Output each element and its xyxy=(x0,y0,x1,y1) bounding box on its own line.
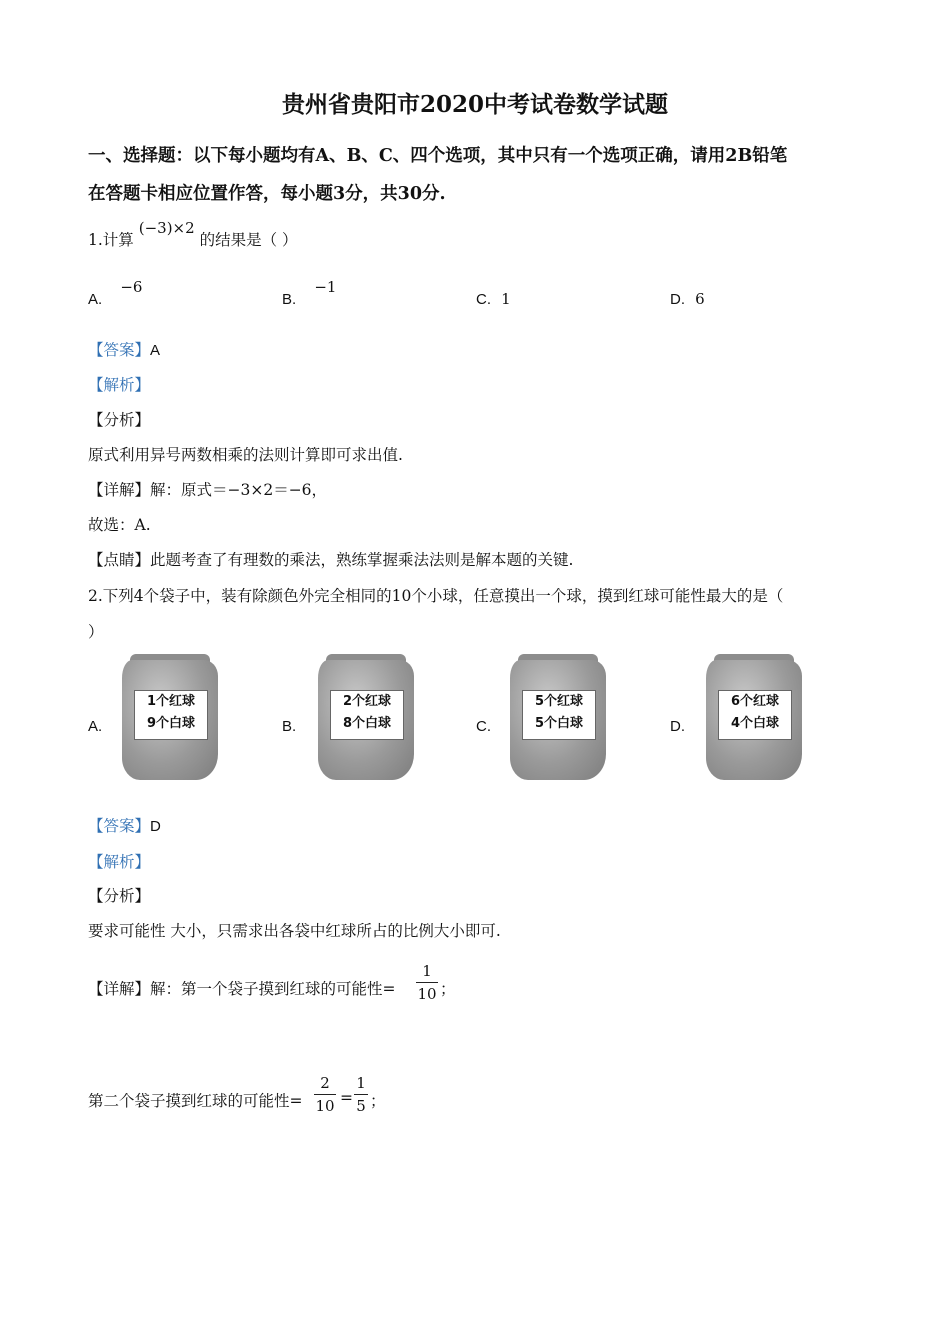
q1-suffix: 的结果是（ ） xyxy=(199,231,298,249)
q1-detail: 【详解】解：原式＝−3×2＝−6， xyxy=(88,481,328,499)
q2-bag-a xyxy=(122,660,218,780)
q2-fenxi-text: 要求可能性 大小，只需求出各袋中红球所占的比例大小即可. xyxy=(88,922,501,940)
q2-answer xyxy=(88,814,161,836)
q2-bag-b xyxy=(318,660,414,780)
q2-option-d-label: D. xyxy=(670,718,685,735)
q2-answer-tag: 【答案】 xyxy=(88,817,151,835)
q1-option-d-value: 6 xyxy=(695,290,705,308)
q2-fraction-2-10 xyxy=(314,1074,336,1115)
q1-jiexi-tag: 【解析】 xyxy=(88,376,151,394)
q2-fenxi-tag: 【分析】 xyxy=(88,887,151,905)
q1-option-c-label: C. xyxy=(476,291,491,308)
q2-bag-a-line2: 9个白球 xyxy=(146,716,196,731)
q2-detail1-end: ； xyxy=(440,980,456,998)
q2-bag-a-line1: 1个红球 xyxy=(146,694,196,709)
q1-fenxi-text: 原式利用异号两数相乘的法则计算即可求出值. xyxy=(88,446,403,464)
q2-fraction-1-5 xyxy=(354,1074,368,1115)
q2-option-a-label: A. xyxy=(88,718,103,735)
q2-bag-b-tag xyxy=(330,690,404,740)
q2-frac2-denominator: 10 xyxy=(315,1097,335,1115)
q2-frac3-denominator: 5 xyxy=(356,1097,366,1115)
q2-frac2-numerator: 2 xyxy=(320,1074,330,1092)
q2-fraction-1-10 xyxy=(416,962,438,1003)
q2-frac1-denominator: 10 xyxy=(417,985,437,1003)
q1-option-a-value: −6 xyxy=(120,278,143,296)
q2-bag-d-line2: 4个白球 xyxy=(730,716,780,731)
q2-bag-b-line1: 2个红球 xyxy=(342,694,392,709)
q1-fenxi-tag: 【分析】 xyxy=(88,411,151,429)
q1-option-b-label: B. xyxy=(282,291,297,308)
q2-bag-d-line1: 6个红球 xyxy=(730,694,780,709)
q2-bag-b-line2: 8个白球 xyxy=(342,716,392,731)
q1-dianjing: 【点睛】此题考查了有理数的乘法，熟练掌握乘法法则是解本题的关键. xyxy=(88,551,574,569)
q2-stem-line1: 2.下列4个袋子中，装有除颜色外完全相同的10个小球，任意摸出一个球，摸到红球可能性最大的是（ xyxy=(88,587,784,605)
q1-option-b-value: −1 xyxy=(314,278,337,296)
q2-bag-c xyxy=(510,660,606,780)
section-heading-line1: 一、选择题：以下每小题均有A、B、C、四个选项，其中只有一个选项正确，请用2B铅笔 xyxy=(88,146,788,166)
q1-option-c xyxy=(476,290,511,308)
q2-bag-c-line1: 5个红球 xyxy=(534,694,584,709)
q2-answer-value: D xyxy=(150,818,161,835)
q2-option-c-label: C. xyxy=(476,718,491,735)
q1-option-d-label: D. xyxy=(670,291,685,308)
q1-option-b xyxy=(282,278,337,308)
q2-detail2-prefix: 第二个袋子摸到红球的可能性= xyxy=(88,1092,303,1110)
q2-equals: = xyxy=(340,1089,353,1107)
q2-bag-c-tag xyxy=(522,690,596,740)
q1-choose: 故选：A. xyxy=(88,516,151,534)
q2-frac1-numerator: 1 xyxy=(422,962,432,980)
q2-bag-c-line2: 5个白球 xyxy=(534,716,584,731)
q2-option-b-label: B. xyxy=(282,718,297,735)
q1-answer-tag: 【答案】 xyxy=(88,341,151,359)
q2-bag-d xyxy=(706,660,802,780)
page-title: 贵州省贵阳市2020中考试卷数学试题 xyxy=(281,91,668,118)
q1-option-a xyxy=(88,278,143,308)
q1-option-d xyxy=(670,290,705,308)
q1-answer-value: A xyxy=(150,342,161,359)
q1-expression: (−3)×2 xyxy=(138,219,195,237)
section-heading-line2: 在答题卡相应位置作答，每小题3分，共30分. xyxy=(88,184,446,204)
q2-detail2-end: ； xyxy=(370,1092,386,1110)
q2-jiexi-tag: 【解析】 xyxy=(88,853,151,871)
q2-detail1-prefix: 【详解】解：第一个袋子摸到红球的可能性= xyxy=(88,980,396,998)
q1-prefix: 1.计算 xyxy=(88,231,134,249)
q2-bag-d-tag xyxy=(718,690,792,740)
q2-frac3-numerator: 1 xyxy=(356,1074,366,1092)
q1-answer xyxy=(88,338,160,360)
q2-bag-a-tag xyxy=(134,690,208,740)
q2-stem-line2: ） xyxy=(88,623,104,641)
q1-stem xyxy=(88,219,298,250)
q1-option-a-label: A. xyxy=(88,291,103,308)
q1-option-c-value: 1 xyxy=(501,290,511,308)
